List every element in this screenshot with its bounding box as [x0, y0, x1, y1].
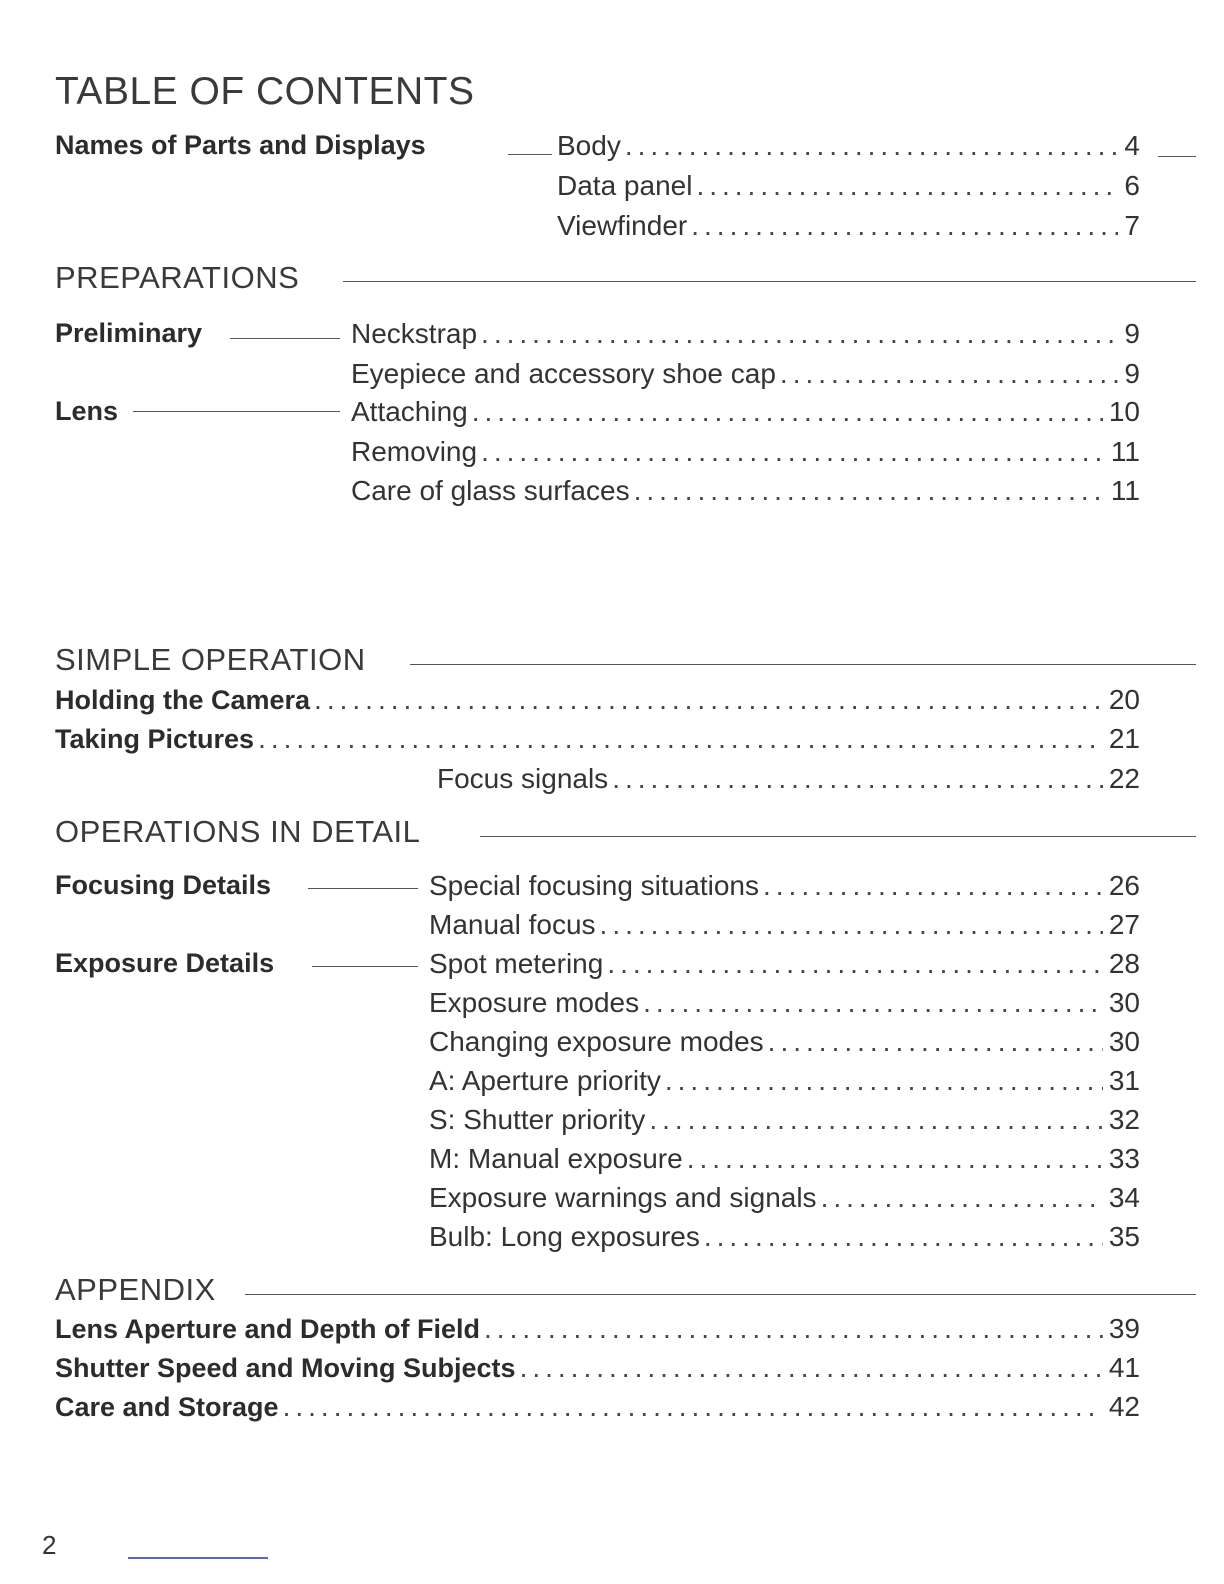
entry-page: 11	[1110, 436, 1140, 467]
entry-page: 41	[1108, 1352, 1140, 1383]
toc-entry[interactable]	[429, 1104, 1140, 1140]
leader-dots	[468, 396, 1103, 428]
entry-text: Data panel	[557, 170, 693, 201]
entry-page: 35	[1108, 1221, 1140, 1252]
section-rule	[343, 281, 1196, 282]
leader-dots	[661, 1065, 1103, 1097]
entry-page: 7	[1124, 210, 1140, 241]
entry-text: Special focusing situations	[429, 870, 759, 901]
toc-entry[interactable]	[55, 1352, 1140, 1388]
leader-dots	[477, 318, 1118, 350]
section-rule	[245, 1294, 1196, 1295]
leader-dots	[608, 763, 1103, 795]
toc-entry[interactable]	[557, 130, 1140, 166]
entry-page: 20	[1108, 684, 1140, 715]
toc-entry[interactable]	[429, 1065, 1140, 1101]
label-exposure-details: Exposure Details	[55, 948, 275, 978]
leader-dots	[254, 723, 1103, 755]
entry-page: 9	[1124, 358, 1140, 389]
entry-text: Exposure warnings and signals	[429, 1182, 817, 1213]
toc-entry[interactable]	[437, 763, 1140, 799]
entry-text: Exposure modes	[429, 987, 640, 1018]
leader-dots	[516, 1352, 1103, 1384]
entry-text: Shutter Speed and Moving Subjects	[55, 1353, 516, 1383]
leader-dots	[776, 358, 1119, 390]
toc-entry[interactable]	[429, 870, 1140, 906]
entry-page: 33	[1108, 1143, 1140, 1174]
entry-text: Changing exposure modes	[429, 1026, 764, 1057]
leader-dots	[621, 130, 1119, 162]
label-lens: Lens	[55, 396, 119, 426]
entry-page: 42	[1108, 1391, 1140, 1422]
toc-entry[interactable]	[429, 948, 1140, 984]
entry-text: Removing	[351, 436, 478, 467]
leader-dots	[645, 1104, 1103, 1136]
entry-text: Focus signals	[437, 763, 609, 794]
entry-text: Manual focus	[429, 909, 596, 940]
entry-page: 4	[1124, 130, 1140, 161]
entry-page: 39	[1108, 1313, 1140, 1344]
entry-text: M: Manual exposure	[429, 1143, 683, 1174]
connector-line	[312, 966, 418, 967]
entry-page: 22	[1108, 763, 1140, 794]
toc-entry[interactable]	[55, 684, 1140, 720]
entry-text: Eyepiece and accessory shoe cap	[351, 358, 776, 389]
entry-page: 28	[1108, 948, 1140, 979]
leader-dots	[630, 475, 1105, 507]
toc-entry[interactable]	[557, 170, 1140, 206]
toc-entry[interactable]	[55, 1391, 1140, 1427]
entry-text: Taking Pictures	[55, 724, 255, 754]
leader-dots	[480, 1313, 1103, 1345]
toc-entry[interactable]	[557, 210, 1140, 246]
entry-page: 9	[1124, 318, 1140, 349]
toc-entry[interactable]	[351, 396, 1140, 432]
entry-page: 30	[1108, 1026, 1140, 1057]
connector-line	[508, 154, 552, 155]
toc-entry[interactable]	[55, 723, 1140, 759]
entry-text: Care of glass surfaces	[351, 475, 630, 506]
entry-page: 31	[1108, 1065, 1140, 1096]
connector-line	[133, 411, 340, 412]
entry-text: Neckstrap	[351, 318, 478, 349]
leader-dots	[700, 1221, 1103, 1253]
leader-dots	[310, 684, 1103, 716]
entry-page: 6	[1124, 170, 1140, 201]
leader-dots	[687, 210, 1118, 242]
label-names-of-parts: Names of Parts and Displays	[55, 130, 426, 160]
leader-dots	[603, 948, 1103, 980]
entry-text: Spot metering	[429, 948, 604, 979]
leader-dots	[477, 436, 1105, 468]
entry-text: Viewfinder	[557, 210, 688, 241]
entry-page: 34	[1108, 1182, 1140, 1213]
entry-text: Holding the Camera	[55, 685, 311, 715]
section-heading-simple-operation: SIMPLE OPERATION	[55, 642, 366, 677]
entry-page: 26	[1108, 870, 1140, 901]
leader-dots	[759, 870, 1103, 902]
entry-page: 11	[1110, 475, 1140, 506]
page-title: TABLE OF CONTENTS	[55, 70, 475, 113]
label-focusing-details: Focusing Details	[55, 870, 272, 900]
leader-dots	[639, 987, 1103, 1019]
entry-text: S: Shutter priority	[429, 1104, 646, 1135]
entry-text: Lens Aperture and Depth of Field	[55, 1314, 481, 1344]
toc-entry[interactable]	[429, 1182, 1140, 1218]
toc-entry[interactable]	[429, 987, 1140, 1023]
label-preliminary: Preliminary	[55, 318, 203, 348]
entry-page: 30	[1108, 987, 1140, 1018]
entry-page: 10	[1108, 396, 1140, 427]
section-rule	[480, 836, 1196, 837]
toc-entry[interactable]	[351, 475, 1140, 511]
page-number: 2	[42, 1530, 57, 1560]
toc-entry[interactable]	[429, 1026, 1140, 1062]
toc-entry[interactable]	[429, 909, 1140, 945]
toc-entry[interactable]	[429, 1221, 1140, 1257]
entry-text: Body	[557, 130, 621, 161]
entry-text: Care and Storage	[55, 1392, 279, 1422]
section-rule	[410, 664, 1196, 665]
footer-line	[128, 1557, 268, 1559]
toc-entry[interactable]	[351, 436, 1140, 472]
toc-entry[interactable]	[429, 1143, 1140, 1179]
entry-page: 21	[1108, 723, 1140, 754]
section-heading-operations-in-detail: OPERATIONS IN DETAIL	[55, 814, 421, 849]
leader-dots	[596, 909, 1103, 941]
entry-text: Attaching	[351, 396, 468, 427]
connector-line	[230, 338, 340, 339]
entry-page: 32	[1108, 1104, 1140, 1135]
margin-line	[1158, 156, 1196, 157]
leader-dots	[817, 1182, 1103, 1214]
entry-text: A: Aperture priority	[429, 1065, 661, 1096]
leader-dots	[683, 1143, 1103, 1175]
entry-page: 27	[1108, 909, 1140, 940]
toc-entry[interactable]	[55, 1313, 1140, 1349]
section-heading-preparations: PREPARATIONS	[55, 260, 300, 295]
connector-line	[308, 888, 418, 889]
toc-entry[interactable]	[351, 318, 1140, 354]
entry-text: Bulb: Long exposures	[429, 1221, 700, 1252]
toc-entry[interactable]	[351, 358, 1140, 394]
leader-dots	[279, 1391, 1103, 1423]
section-heading-appendix: APPENDIX	[55, 1272, 216, 1307]
leader-dots	[692, 170, 1118, 202]
leader-dots	[764, 1026, 1103, 1058]
